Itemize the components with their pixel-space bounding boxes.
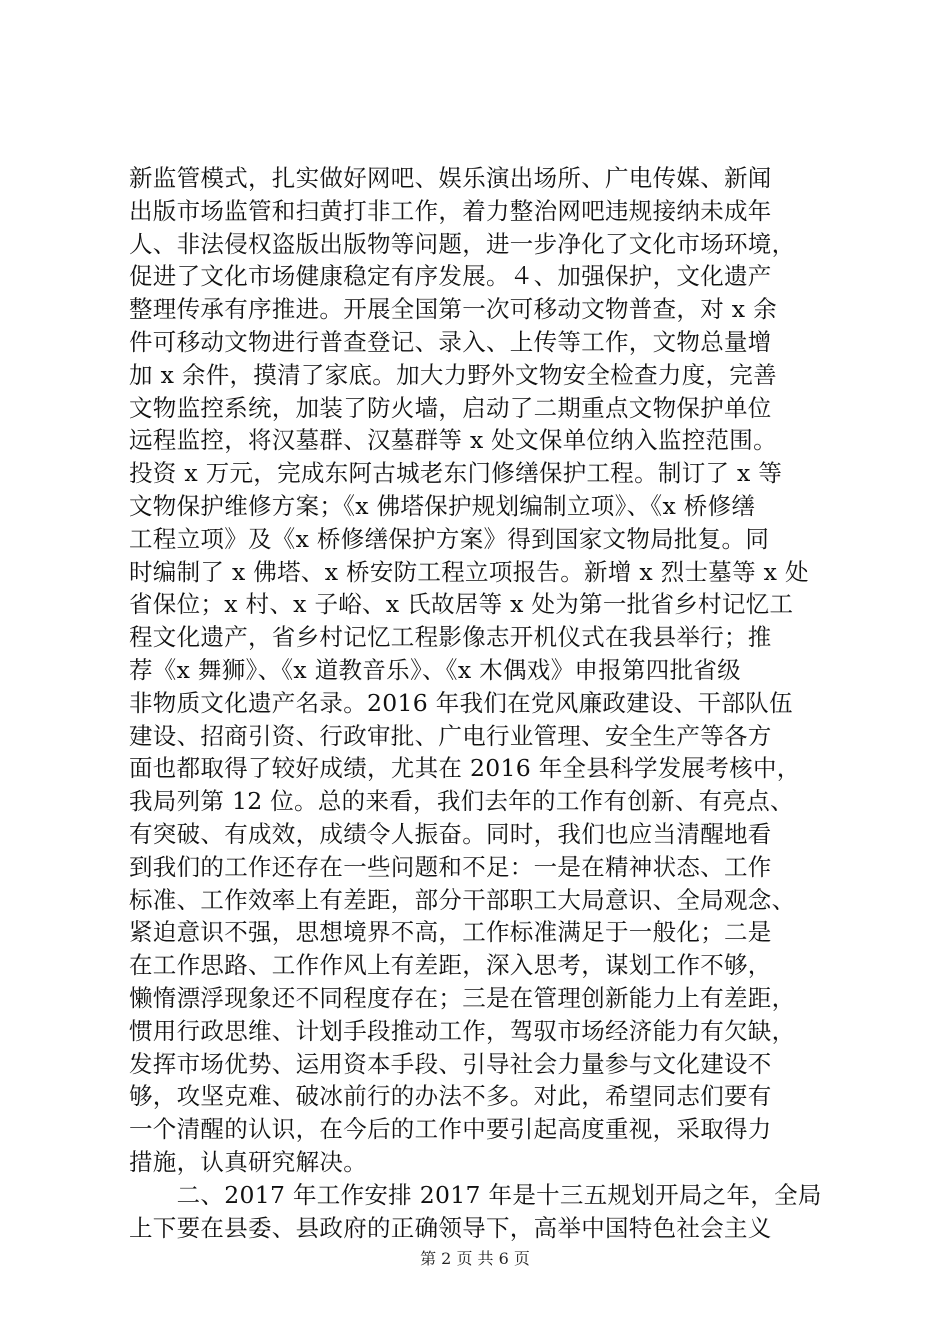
text-line: 整理传承有序推进。开展全国第一次可移动文物普查，对 x 余 [129,295,777,324]
text-line: 远程监控，将汉墓群、汉墓群等 x 处文保单位纳入监控范围。 [129,426,777,455]
body-text [129,162,834,1244]
text-line: 标准、工作效率上有差距，部分干部职工大局意识、全局观念、 [129,885,796,914]
text-line: 文物监控系统，加装了防火墙，启动了二期重点文物保护单位 [129,393,772,422]
text-line: 紧迫意识不强，思想境界不高，工作标准满足于一般化；二是 [129,918,772,947]
text-line: 有突破、有成效，成绩令人振奋。同时，我们也应当清醒地看 [129,819,772,848]
text-line: 一个清醒的认识，在今后的工作中要引起高度重视，采取得力 [129,1115,772,1144]
text-line: 建设、招商引资、行政审批、广电行业管理、安全生产等各方 [129,721,772,750]
text-line: 在工作思路、工作作风上有差距，深入思考，谋划工作不够， [129,951,772,980]
text-line: 出版市场监管和扫黄打非工作，着力整治网吧违规接纳未成年 [129,196,772,225]
text-line: 上下要在县委、县政府的正确领导下，高举中国特色社会主义 [129,1213,772,1242]
text-line: 文物保护维修方案；《x 佛塔保护规划编制立项》、《x 桥修缮 [129,491,756,520]
text-line: 程文化遗产，省乡村记忆工程影像志开机仪式在我县举行；推 [129,623,772,652]
page-footer: 第 2 页 共 6 页 [420,1249,530,1268]
text-line: 件可移动文物进行普查登记、录入、上传等工作，文物总量增 [129,327,772,356]
text-line: 促进了文化市场健康稳定有序发展。４、加强保护，文化遗产 [129,262,772,291]
text-line: 发挥市场优势、运用资本手段、引导社会力量参与文化建设不 [129,1049,772,1078]
text-line: 够，攻坚克难、破冰前行的办法不多。对此，希望同志们要有 [129,1082,772,1111]
text-line: 时编制了 x 佛塔、x 桥安防工程立项报告。新增 x 烈士墓等 x 处 [129,557,809,586]
text-line: 我局列第 12 位。总的来看，我们去年的工作有创新、有亮点、 [129,787,794,816]
text-line: 惯用行政思维、计划手段推动工作，驾驭市场经济能力有欠缺， [129,1016,796,1045]
text-line: 新监管模式，扎实做好网吧、娱乐演出场所、广电传媒、新闻 [129,164,772,192]
text-line: 投资 x 万元，完成东阿古城老东门修缮保护工程。制订了 x 等 [129,459,783,488]
text-line: 非物质文化遗产名录。2016 年我们在党风廉政建设、干部队伍 [129,688,793,717]
text-line: 到我们的工作还存在一些问题和不足：一是在精神状态、工作 [129,852,772,881]
text-line: 加 x 余件，摸清了家底。加大力野外文物安全检查力度，完善 [129,360,777,389]
text-line: 面也都取得了较好成绩，尤其在 2016 年全县科学发展考核中， [129,754,801,783]
text-line: 措施，认真研究解决。 [129,1147,367,1176]
text-line: 人、非法侵权盗版出版物等问题，进一步净化了文化市场环境， [129,229,796,258]
text-line: 省保位；x 村、x 子峪、x 氏故居等 x 处为第一批省乡村记忆工 [129,590,794,619]
text-line: 荐《x 舞狮》、《x 道教音乐》、《x 木偶戏》申报第四批省级 [129,655,741,684]
text-line: 工程立项》及《x 桥修缮保护方案》得到国家文物局批复。同 [129,524,770,553]
text-line: 懒惰漂浮现象还不同程度存在；三是在管理创新能力上有差距， [129,983,796,1012]
text-line: 二、2017 年工作安排 2017 年是十三五规划开局之年，全局 [129,1180,822,1209]
